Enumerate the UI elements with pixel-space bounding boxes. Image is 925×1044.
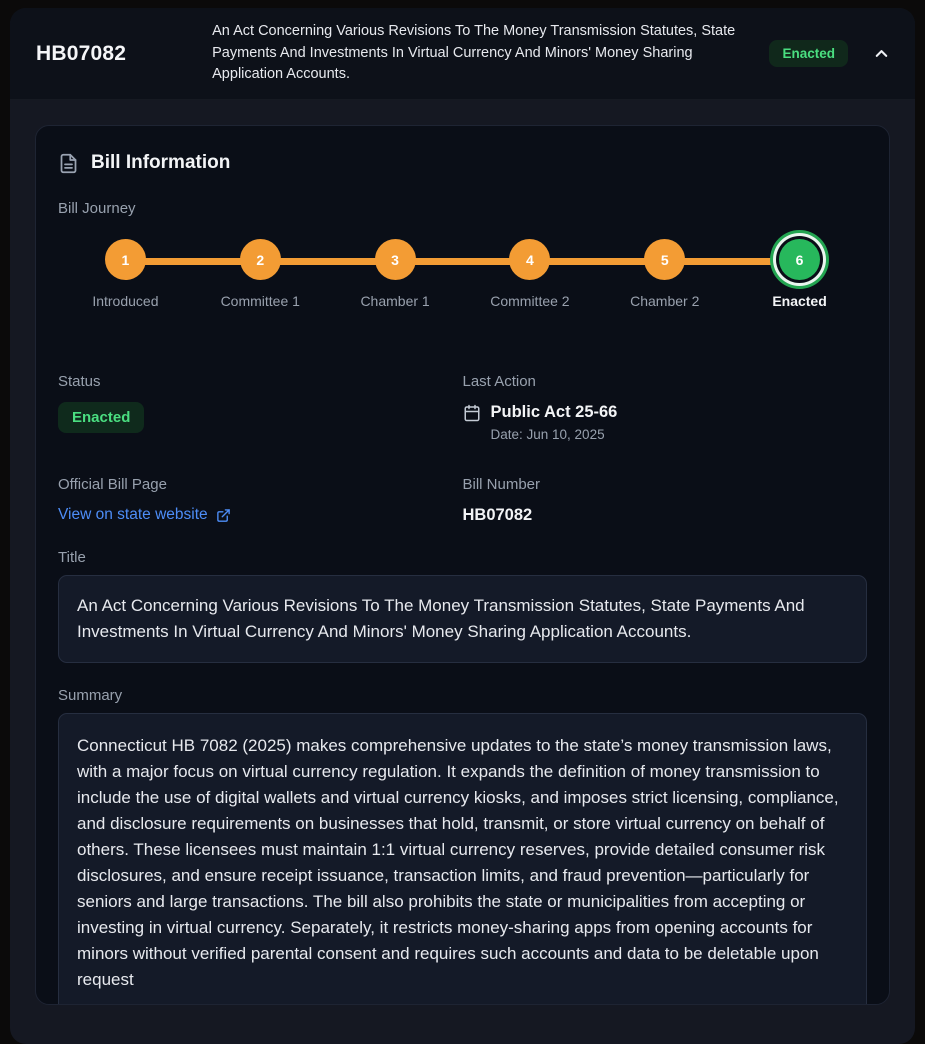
journey-step-committee-1: 2 Committee 1 <box>193 239 328 309</box>
card-title-row <box>58 152 867 174</box>
summary-text-box: Connecticut HB 7082 (2025) makes comprehensive updates to the state’s money transmission laws, with a major focus on virtual currency regulation. It expands the definition of money transmission to include the use of digital wallets and virtual currency kiosks, and imposes strict licensing, compliance, and disclosure requirements on businesses that hold, transmit, or store virtual currency on behalf of others. These licensees must maintain 1:1 virtual currency reserves, provide detailed consumer risk disclosures, and ensure receipt issuance, transaction limits, and fraud prevention—particularly for seniors and large transactions. The bill also prohibits the state or municipalities from accepting or investing in virtual currency. Separately, it restricts money-sharing apps from opening accounts for minors without verified parental consent and requires such accounts and data to be deletable upon request <box>58 713 867 1005</box>
bill-information-card <box>35 125 890 1005</box>
status-badge-header: Enacted <box>769 40 848 67</box>
journey-step-enacted: 6 Enacted <box>732 239 867 309</box>
file-text-icon <box>58 153 79 174</box>
summary-field: Summary Connecticut HB 7082 (2025) makes comprehensive updates to the state’s money transmission laws, with a major focus on virtual currency regulation. It expands the definition of money transmission to include the use of digital wallets and virtual currency kiosks, and imposes strict licensing, compliance, and disclosure requirements on businesses that hold, transmit, or store virtual currency on behalf of others. These licensees must maintain 1:1 virtual currency reserves, provide detailed consumer risk disclosures, and ensure receipt issuance, transaction limits, and fraud prevention—particularly for seniors and large transactions. The bill also prohibits the state or municipalities from accepting or investing in virtual currency. Separately, it restricts money-sharing apps from opening accounts for minors without verified parental consent and requires such accounts and data to be deletable upon request <box>58 687 867 1005</box>
bill-panel <box>10 8 915 1044</box>
status-badge: Enacted <box>58 402 144 433</box>
bill-journey <box>58 239 867 309</box>
bill-number-value: HB07082 <box>462 506 533 524</box>
section-title: Bill Information <box>91 152 231 173</box>
step-dot: 3 <box>375 239 416 280</box>
step-dot: 1 <box>105 239 146 280</box>
journey-step-introduced: 1 Introduced <box>58 239 193 309</box>
step-dot: 5 <box>644 239 685 280</box>
step-dot: 4 <box>509 239 550 280</box>
bill-number-field: Bill Number HB07082 <box>463 476 868 525</box>
step-dot-current: 6 <box>779 239 820 280</box>
journey-label: Bill Journey <box>58 200 136 217</box>
last-action-value: Public Act 25-66 <box>490 403 618 421</box>
title-text-box: An Act Concerning Various Revisions To The Money Transmission Statutes, State Payments And Investments In Virtual Currency And Minors' Money Sharing Application Accounts. <box>58 575 867 663</box>
title-field: Title An Act Concerning Various Revisions To The Money Transmission Statutes, State Payments And Investments In Virtual Currency And Minors' Money Sharing Application Accounts. <box>58 549 867 663</box>
bill-header[interactable] <box>10 8 915 100</box>
journey-step-chamber-1: 3 Chamber 1 <box>328 239 463 309</box>
chevron-up-icon[interactable] <box>872 44 891 63</box>
journey-step-committee-2: 4 Committee 2 <box>462 239 597 309</box>
state-website-link[interactable]: View on state website <box>58 506 231 524</box>
calendar-icon <box>463 404 481 422</box>
journey-step-chamber-2: 5 Chamber 2 <box>597 239 732 309</box>
external-link-icon <box>216 508 231 523</box>
bill-id: HB07082 <box>36 41 127 65</box>
status-field: Status Enacted <box>58 373 463 442</box>
official-page-field: Official Bill Page View on state website <box>58 476 463 525</box>
bill-header-title: An Act Concerning Various Revisions To The Money Transmission Statutes, State Payments And Investments In Virtual Currency And Minors' Money Sharing Application Accounts. <box>212 23 736 83</box>
step-dot: 2 <box>240 239 281 280</box>
last-action-field: Last Action Public Act 25-66 Date: Jun 10, 2025 <box>463 373 868 442</box>
last-action-date: Date: Jun 10, 2025 <box>490 427 605 442</box>
